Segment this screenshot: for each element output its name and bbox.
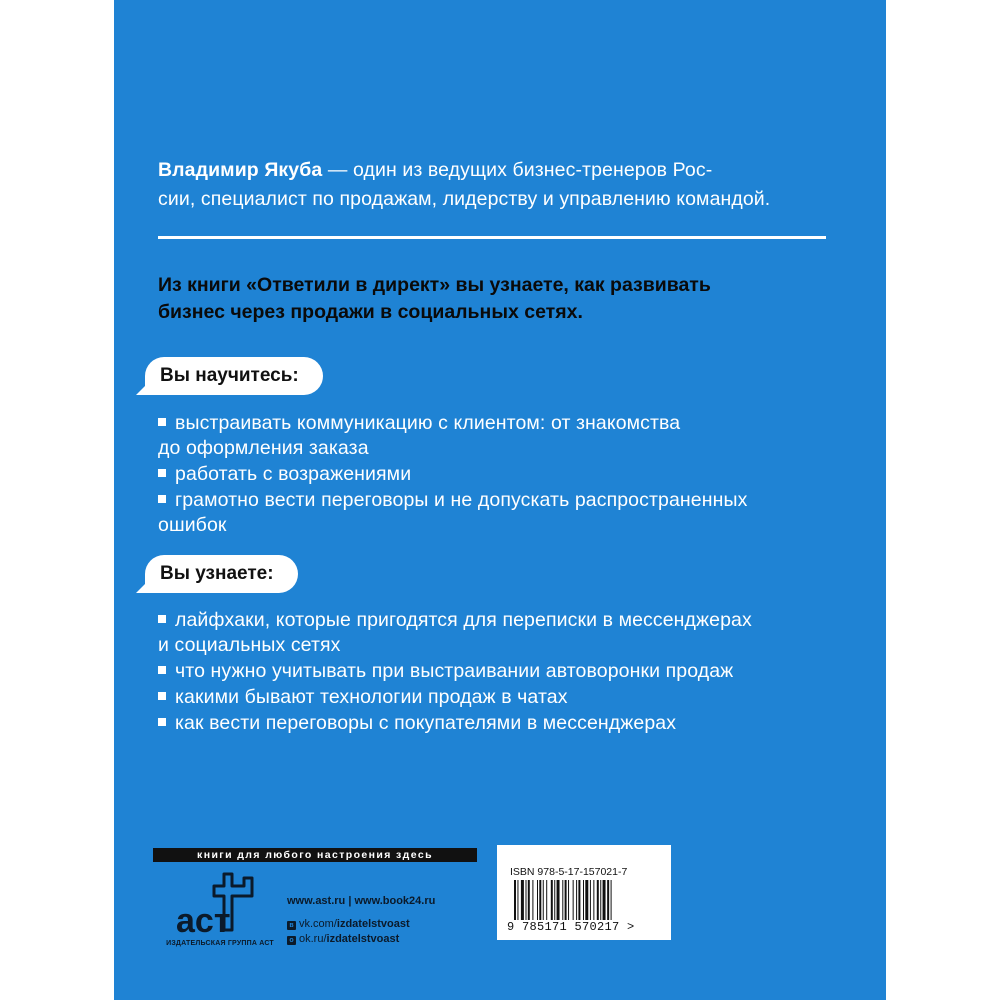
intro-text	[158, 272, 838, 326]
vk-link[interactable]: в vk.com/izdatelstvoast	[287, 918, 410, 930]
learn-heading: Вы научитесь:	[160, 365, 299, 386]
publisher-logo	[162, 868, 272, 948]
bullet-square-icon	[158, 666, 166, 674]
ok-link[interactable]: о ok.ru/izdatelstvoast	[287, 933, 399, 945]
list-item: какими бывают технологии продаж в чатах	[158, 685, 848, 710]
isbn-text: ISBN 978-5-17-157021-7	[510, 866, 628, 878]
bullet-square-icon	[158, 692, 166, 700]
barcode-digits: 9 785171 570217 >	[507, 920, 635, 934]
bullet-square-icon	[158, 615, 166, 623]
publisher-name: ИЗДАТЕЛЬСКАЯ ГРУППА АСТ	[166, 940, 274, 947]
bullet-square-icon	[158, 495, 166, 503]
ok-icon: о	[287, 936, 296, 945]
website-links[interactable]: www.ast.ru | www.book24.ru	[287, 895, 436, 907]
list-item: работать с возражениями	[158, 462, 848, 487]
list-item: выстраивать коммуникацию с клиентом: от знакомства до оформления заказа	[158, 412, 681, 459]
learn-heading-bubble	[145, 357, 323, 395]
learn-list	[158, 411, 848, 539]
intro-line2: бизнес через продажи в социальных сетях.	[158, 301, 583, 323]
intro-line1: Из книги «Ответили в директ» вы узнаете, как развивать	[158, 274, 711, 296]
know-heading: Вы узнаете:	[160, 563, 274, 584]
bullet-square-icon	[158, 418, 166, 426]
author-bio-line2: сии, специалист по продажам, лидерству и управлению командой.	[158, 188, 771, 210]
tagline-banner: книги для любого настроения здесь	[153, 848, 477, 862]
list-item: лайфхаки, которые пригодятся для переписки в мессенджерах и социальных сетях	[158, 609, 752, 656]
list-item: грамотно вести переговоры и не допускать распространенных ошибок	[158, 489, 748, 536]
list-item: как вести переговоры с покупателями в мессенджерах	[158, 711, 848, 736]
bullet-square-icon	[158, 718, 166, 726]
author-bio-line1: — один из ведущих бизнес-тренеров Рос-	[322, 159, 713, 181]
divider	[158, 236, 826, 239]
barcode-icon	[514, 880, 644, 922]
author-name: Владимир Якуба	[158, 159, 323, 181]
list-item: что нужно учитывать при выстраивании автоворонки продаж	[158, 659, 848, 684]
vk-icon: в	[287, 921, 296, 930]
logo-text: аст	[176, 902, 231, 940]
author-bio	[158, 156, 838, 214]
bullet-square-icon	[158, 469, 166, 477]
know-heading-bubble	[145, 555, 298, 593]
know-list	[158, 608, 848, 737]
